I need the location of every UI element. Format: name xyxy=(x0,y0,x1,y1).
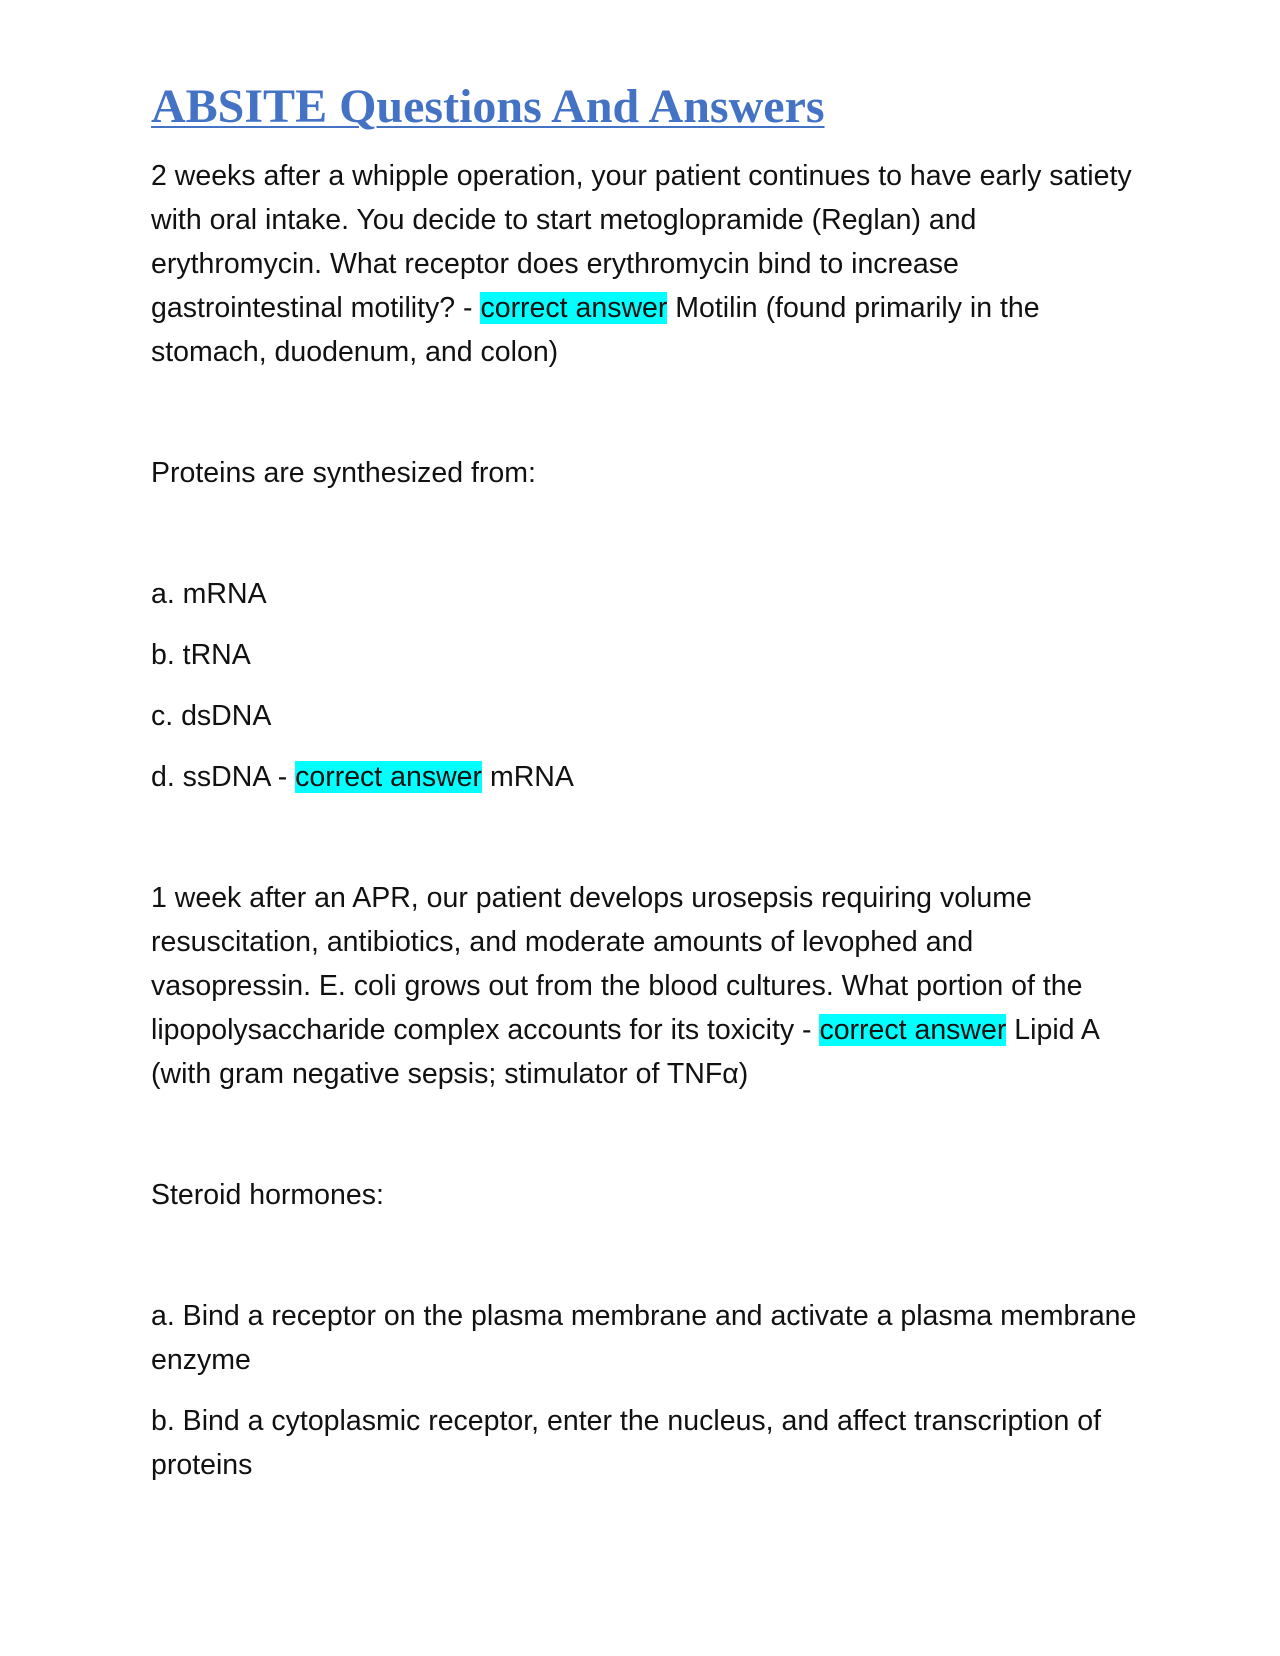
question-2-text: Proteins are synthesized from: xyxy=(151,457,536,489)
question-4-text: Steroid hormones: xyxy=(151,1179,384,1211)
correct-answer-marker: correct answer xyxy=(480,292,668,324)
question-1 xyxy=(151,154,1141,374)
question-4-option-a: a. Bind a receptor on the plasma membrane and activate a plasma membrane enzyme xyxy=(151,1300,1137,1376)
question-2-answer: mRNA xyxy=(489,761,574,793)
question-2-option-d-text: d. ssDNA - xyxy=(151,761,296,793)
question-2-option-c: c. dsDNA xyxy=(151,700,272,732)
question-1-answer: Motilin (found primarily in the stomach, duodenum, and colon) xyxy=(151,292,1040,368)
question-2-option-b: b. tRNA xyxy=(151,639,251,671)
correct-answer-marker: correct answer xyxy=(819,1014,1007,1046)
document-body xyxy=(151,78,1141,1487)
question-4-option-b: b. Bind a cytoplasmic receptor, enter the nucleus, and affect transcription of proteins xyxy=(151,1405,1102,1481)
question-2-option-d xyxy=(151,755,1141,799)
question-2-option-a: a. mRNA xyxy=(151,578,267,610)
question-3 xyxy=(151,876,1141,1096)
question-3-answer: Lipid A (with gram negative sepsis; stimulator of TNFα) xyxy=(151,1014,1099,1090)
question-3-text: 1 week after an APR, our patient develops urosepsis requiring volume resuscitation, antibiotics, and moderate amounts of levophed and vasopressin. E. coli grows out from the blood cultures. What portion of the lipopolysaccharide complex accounts for its toxicity - xyxy=(151,882,1083,1046)
question-1-text: 2 weeks after a whipple operation, your patient continues to have early satiety with oral intake. You decide to start metoglopramide (Reglan) and erythromycin. What receptor does erythromycin bind to increase gastrointestinal motility? - xyxy=(151,160,1132,324)
correct-answer-marker: correct answer xyxy=(295,761,483,793)
page-title: ABSITE Questions And Answers xyxy=(151,80,825,133)
